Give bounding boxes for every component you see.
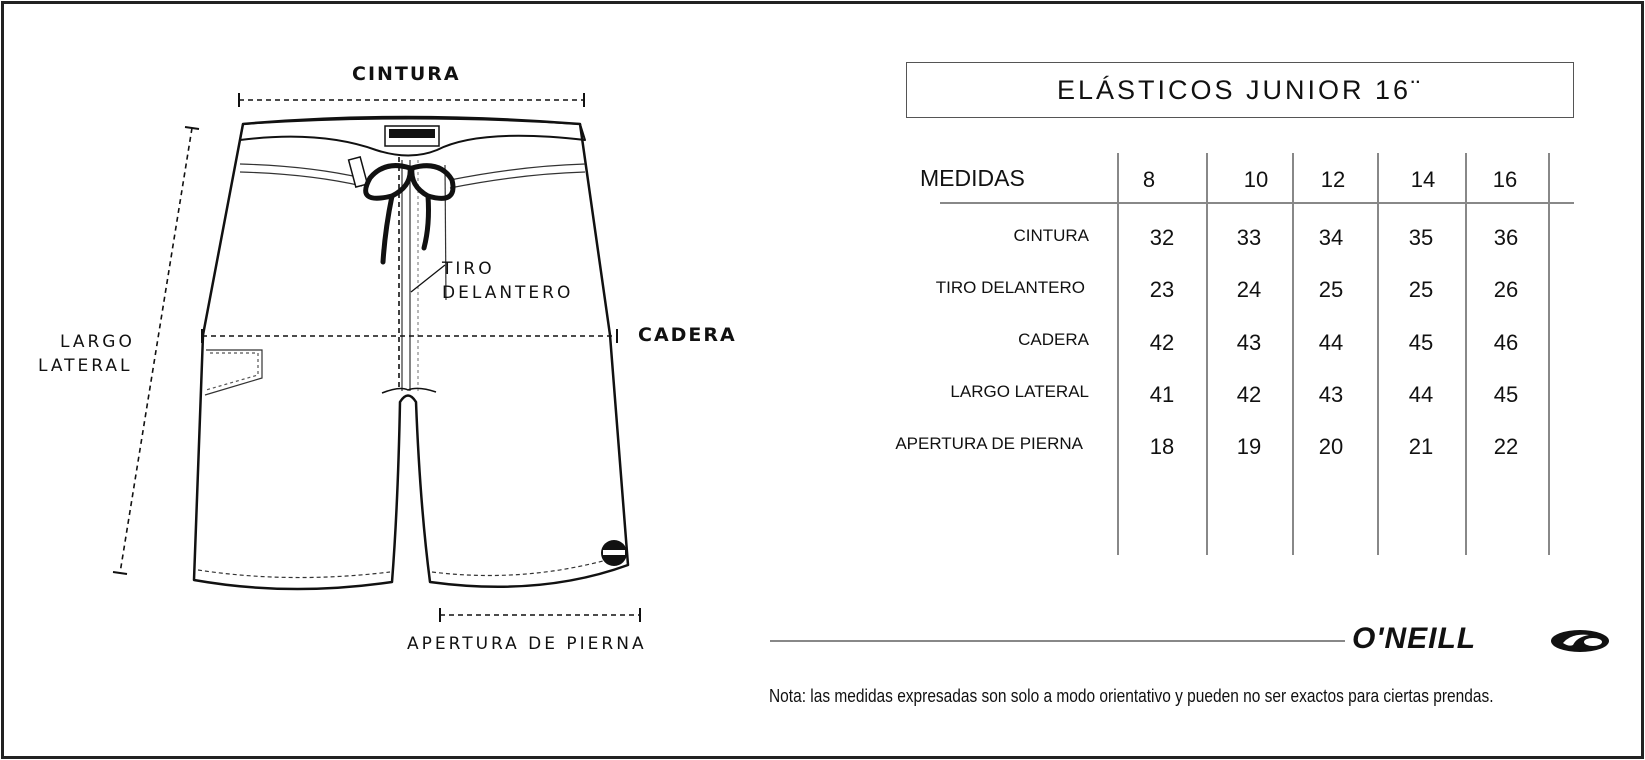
- cell: 45: [1408, 330, 1434, 355]
- cell: 46: [1493, 330, 1519, 355]
- cell: 41: [1149, 382, 1175, 407]
- cell: 33: [1236, 225, 1262, 250]
- brand-rule: [770, 640, 1345, 642]
- cell: 22: [1493, 434, 1519, 459]
- hip-label: CADERA: [638, 324, 737, 346]
- cell: 43: [1318, 382, 1344, 407]
- header-size-16: 16: [1492, 167, 1518, 192]
- grid-vline-3: [1292, 153, 1294, 555]
- cell: 19: [1236, 434, 1262, 459]
- table-title-box: [906, 62, 1574, 118]
- row-label-apertura: APERTURA DE PIERNA: [895, 434, 1083, 453]
- header-medidas: MEDIDAS: [920, 165, 1025, 191]
- header-underline: [940, 202, 1574, 204]
- cell: 45: [1493, 382, 1519, 407]
- cell: 42: [1236, 382, 1262, 407]
- row-label-cintura: CINTURA: [1013, 226, 1089, 245]
- table-title: ELÁSTICOS JUNIOR 16¨: [1056, 74, 1424, 105]
- row-label-tiro: TIRO DELANTERO: [935, 278, 1085, 297]
- cell: 32: [1149, 225, 1175, 250]
- shorts-outline: [194, 117, 628, 589]
- header-size-12: 12: [1320, 167, 1346, 192]
- cell: 34: [1318, 225, 1344, 250]
- row-label-cadera: CADERA: [1018, 330, 1089, 349]
- grid-vline-6: [1548, 153, 1550, 555]
- header-size-14: 14: [1410, 167, 1436, 192]
- waist-tag: [385, 126, 439, 146]
- cell: 36: [1493, 225, 1519, 250]
- front-rise-label-line2: DELANTERO: [442, 283, 574, 303]
- cell: 23: [1149, 277, 1175, 302]
- cell: 21: [1408, 434, 1434, 459]
- leg-logo-icon: [601, 540, 627, 566]
- cell: 44: [1318, 330, 1344, 355]
- cell: 42: [1149, 330, 1175, 355]
- cell: 43: [1236, 330, 1262, 355]
- cell: 20: [1318, 434, 1344, 459]
- grid-vline-1: [1117, 153, 1119, 555]
- side-length-label-line2: LATERAL: [38, 356, 133, 376]
- leg-opening-label: APERTURA DE PIERNA: [407, 634, 647, 654]
- cell: 35: [1408, 225, 1434, 250]
- row-label-largo: LARGO LATERAL: [950, 382, 1089, 401]
- grid-vline-4: [1377, 153, 1379, 555]
- waist-label: CINTURA: [352, 63, 461, 85]
- cell: 25: [1318, 277, 1344, 302]
- grid-vline-5: [1465, 153, 1467, 555]
- cell: 24: [1236, 277, 1262, 302]
- cell: 26: [1493, 277, 1519, 302]
- oneill-wave-icon: [1549, 627, 1611, 655]
- header-size-8: 8: [1142, 167, 1156, 192]
- brand-wordmark: O'NEILL: [1352, 622, 1477, 655]
- header-size-10: 10: [1243, 167, 1269, 192]
- cell: 18: [1149, 434, 1175, 459]
- cell: 25: [1408, 277, 1434, 302]
- footnote: Nota: las medidas expresadas son solo a modo orientativo y pueden no ser exactos para ciertas prendas.: [769, 686, 1494, 706]
- front-rise-label-line1: TIRO: [442, 259, 495, 279]
- grid-vline-2: [1206, 153, 1208, 555]
- cell: 44: [1408, 382, 1434, 407]
- drawstring: [366, 166, 453, 262]
- side-length-label-line1: LARGO: [60, 332, 135, 352]
